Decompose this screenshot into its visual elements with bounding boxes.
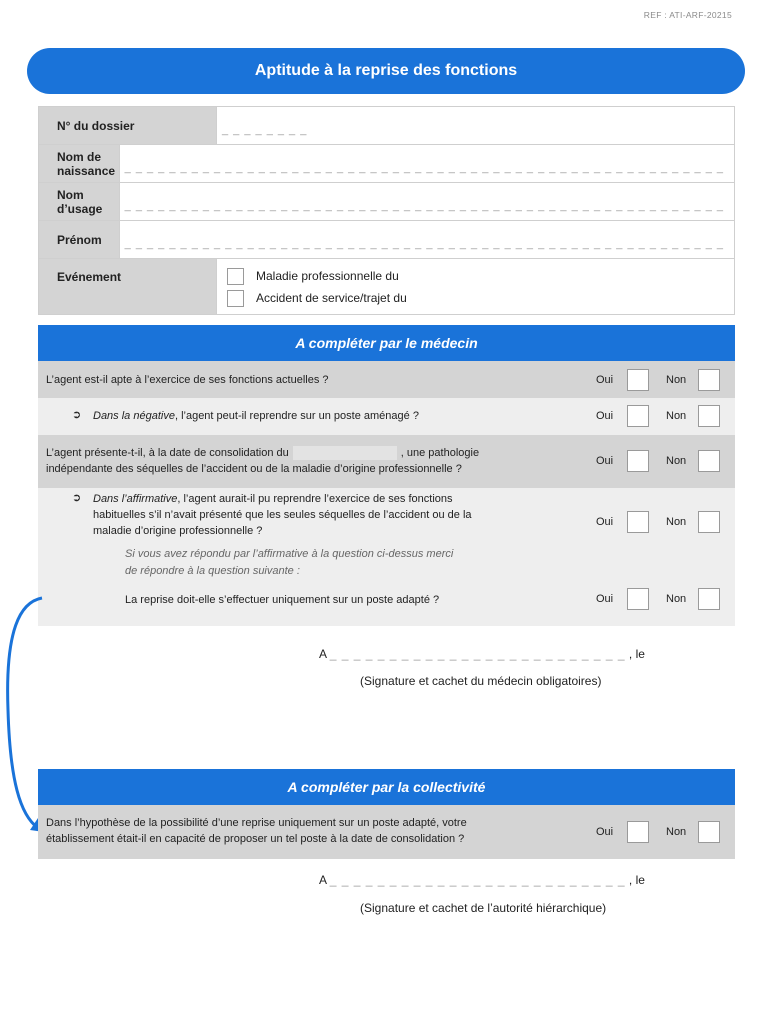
evenement-row (39, 259, 734, 314)
collectivite-q1-non-checkbox[interactable] (698, 821, 720, 843)
medecin-signature-line (319, 647, 645, 661)
collectivite-signature-line (319, 873, 645, 887)
arrow-icon: ➲ (72, 409, 82, 421)
medecin-q1-row (38, 361, 735, 398)
prenom-field[interactable]: _ _ _ _ _ _ _ _ _ _ _ _ _ _ _ _ _ _ _ _ _ _ _ _ _ _ _ _ _ _ _ _ _ _ _ _ _ _ _ _ _ _ _ _ _ _ _ _ _ _ _ _ _ _ (124, 237, 724, 250)
medecin-q5-text: La reprise doit-elle s’effectuer uniquement sur un poste adapté ? (125, 594, 440, 606)
medecin-q4-oui-checkbox[interactable] (627, 511, 649, 533)
medecin-q3-non-checkbox[interactable] (698, 450, 720, 472)
medecin-q3-line1a: L’agent présente-t-il, à la date de consolidation du (46, 447, 289, 459)
medecin-q3-non[interactable] (666, 450, 720, 472)
collectivite-q1-row (38, 805, 735, 859)
collectivite-q1-oui[interactable] (596, 821, 649, 843)
evenement-label: Evénement (39, 259, 217, 314)
non-label: Non (666, 374, 687, 386)
prenom-label: Prénom (39, 221, 120, 258)
oui-label: Oui (596, 593, 614, 605)
maladie-label: Maladie professionnelle du (256, 269, 399, 283)
medecin-q2-non[interactable] (666, 405, 720, 427)
accident-label: Accident de service/trajet du (256, 291, 407, 305)
medecin-q3-text (46, 445, 479, 477)
medecin-q5-oui-checkbox[interactable] (627, 588, 649, 610)
medecin-q5-non-checkbox[interactable] (698, 588, 720, 610)
oui-label: Oui (596, 410, 614, 422)
consolidation-date-field[interactable] (293, 446, 397, 460)
medecin-q3-oui-checkbox[interactable] (627, 450, 649, 472)
medecin-q5-non[interactable] (666, 588, 720, 610)
medecin-sign-suffix: , le (628, 647, 645, 661)
medecin-signature-caption: (Signature et cachet du médecin obligatoires) (360, 674, 602, 688)
collectivite-sign-suffix: , le (628, 873, 645, 887)
collectivite-sign-prefix: A (319, 873, 327, 887)
identity-table (38, 106, 735, 315)
event-option-accident[interactable] (227, 287, 724, 309)
medecin-q2-row (38, 398, 735, 435)
medecin-place-field[interactable]: _ _ _ _ _ _ _ _ _ _ _ _ _ _ _ _ _ _ _ _ _ _ _ _ _ (329, 647, 626, 661)
collectivite-q1-line1: Dans l’hypothèse de la possibilité d’une reprise uniquement sur un poste adapté, votre (46, 817, 467, 829)
nom-usage-label: Nom d’usage (39, 183, 120, 220)
accident-checkbox[interactable] (227, 290, 244, 307)
medecin-q3-line2: indépendante des séquelles de l’accident ou de la maladie d’origine professionnelle ? (46, 463, 462, 475)
note-line2: de répondre à la question suivante : (125, 565, 300, 577)
collectivite-section-header: A compléter par la collectivité (38, 769, 735, 805)
medecin-q4-line2: habituelles s’il n’avait présenté que les seules séquelles de l’accident ou de la (93, 509, 472, 521)
medecin-q4-non[interactable] (666, 511, 720, 533)
medecin-q2-oui-checkbox[interactable] (627, 405, 649, 427)
reference-code: REF : ATI-ARF-20215 (643, 10, 732, 20)
evenement-options (217, 259, 734, 314)
oui-label: Oui (596, 374, 614, 386)
nom-usage-row (39, 183, 734, 221)
collectivite-q1-non[interactable] (666, 821, 720, 843)
medecin-q4-prefix: Dans l’affirmative (93, 493, 178, 505)
medecin-q5-oui[interactable] (596, 588, 649, 610)
non-label: Non (666, 593, 687, 605)
medecin-sign-prefix: A (319, 647, 327, 661)
dossier-field[interactable]: _ _ _ _ _ _ _ _ (222, 123, 308, 136)
medecin-q1-non-checkbox[interactable] (698, 369, 720, 391)
medecin-q4-non-checkbox[interactable] (698, 511, 720, 533)
oui-label: Oui (596, 826, 614, 838)
affirmative-note (125, 546, 453, 580)
medecin-q4-line3: maladie d’origine professionnelle ? (93, 525, 263, 537)
medecin-q1-oui[interactable] (596, 369, 649, 391)
collectivite-place-field[interactable]: _ _ _ _ _ _ _ _ _ _ _ _ _ _ _ _ _ _ _ _ _ _ _ _ _ (329, 873, 626, 887)
medecin-q1-non[interactable] (666, 369, 720, 391)
medecin-q2-oui[interactable] (596, 405, 649, 427)
oui-label: Oui (596, 516, 614, 528)
non-label: Non (666, 455, 687, 467)
non-label: Non (666, 410, 687, 422)
medecin-q4-line1: , l’agent aurait-il pu reprendre l’exercice de ses fonctions (177, 493, 453, 505)
collectivite-q1-text (46, 815, 467, 847)
collectivite-signature-caption: (Signature et cachet de l’autorité hiérarchique) (360, 901, 607, 915)
medecin-q1-oui-checkbox[interactable] (627, 369, 649, 391)
medecin-q2-body: , l’agent peut-il reprendre sur un poste aménagé ? (174, 410, 419, 422)
medecin-q4-row (38, 488, 735, 626)
page-title: Aptitude à la reprise des fonctions (27, 48, 745, 94)
medecin-section-header: A compléter par le médecin (38, 325, 735, 361)
nom-naissance-row (39, 145, 734, 183)
nom-naissance-label: Nom de naissance (39, 145, 120, 182)
prenom-row (39, 221, 734, 259)
nom-naissance-field[interactable]: _ _ _ _ _ _ _ _ _ _ _ _ _ _ _ _ _ _ _ _ _ _ _ _ _ _ _ _ _ _ _ _ _ _ _ _ _ _ _ _ _ _ _ _ _ _ _ _ _ _ _ _ _ _ (124, 161, 724, 174)
nom-usage-field[interactable]: _ _ _ _ _ _ _ _ _ _ _ _ _ _ _ _ _ _ _ _ _ _ _ _ _ _ _ _ _ _ _ _ _ _ _ _ _ _ _ _ _ _ _ _ _ _ _ _ _ _ _ _ _ _ (124, 199, 724, 212)
arrow-icon: ➲ (72, 492, 82, 504)
dossier-row (39, 107, 734, 145)
medecin-q2-prefix: Dans la négative (93, 410, 175, 422)
maladie-checkbox[interactable] (227, 268, 244, 285)
medecin-q2-non-checkbox[interactable] (698, 405, 720, 427)
medecin-q3-line1b: , une pathologie (400, 447, 480, 459)
medecin-q4-oui[interactable] (596, 511, 649, 533)
medecin-q2-text (93, 408, 419, 424)
collectivite-q1-line2: établissement était-il en capacité de proposer un tel poste à la date de consolidation ? (46, 833, 465, 845)
dossier-label: N° du dossier (39, 107, 217, 144)
medecin-q3-oui[interactable] (596, 450, 649, 472)
oui-label: Oui (596, 455, 614, 467)
non-label: Non (666, 516, 687, 528)
event-option-maladie[interactable] (227, 265, 724, 287)
medecin-q3-row (38, 435, 735, 488)
collectivite-q1-oui-checkbox[interactable] (627, 821, 649, 843)
medecin-q1-text: L’agent est-il apte à l’exercice de ses fonctions actuelles ? (46, 374, 329, 386)
note-line1: Si vous avez répondu par l’affirmative à la question ci-dessus merci (125, 548, 454, 560)
medecin-q4-text (93, 491, 472, 539)
non-label: Non (666, 826, 687, 838)
